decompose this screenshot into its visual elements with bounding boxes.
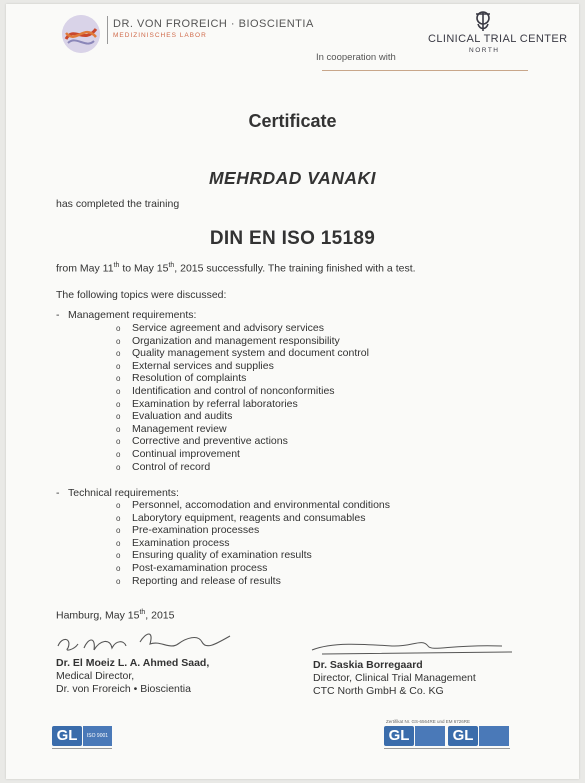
bioscientia-logo-icon xyxy=(62,15,100,53)
topics-intro: The following topics were discussed: xyxy=(56,289,227,301)
certification-seal-left: GL ISO 9001 xyxy=(52,726,112,746)
place-date: Hamburg, May 15th, 2015 xyxy=(56,609,175,622)
list-item: o Reporting and release of results xyxy=(116,574,281,587)
right-org-subtitle: NORTH xyxy=(469,47,500,54)
signature-left-icon xyxy=(50,626,250,658)
certificate-title: Certificate xyxy=(248,111,337,131)
list-item: o Identification and control of nonconformities xyxy=(116,384,335,397)
list-item: o Control of record xyxy=(116,460,211,473)
recipient-name: MEHRDAD VANAKI xyxy=(208,168,377,188)
seal-left-rule xyxy=(52,748,112,752)
ctc-logo-icon xyxy=(468,10,498,32)
list-item: o Examination process xyxy=(116,536,230,549)
list-item: o Examination by referral laboratories xyxy=(116,397,298,410)
list-item: o Ensuring quality of examination results xyxy=(116,549,312,562)
list-item: o Pre-examination processes xyxy=(116,524,260,537)
list-item: o Continual improvement xyxy=(116,447,240,460)
management-label: - Management requirements: xyxy=(56,309,197,321)
list-item: o Evaluation and audits xyxy=(116,410,233,423)
technical-label: - Technical requirements: xyxy=(56,487,179,499)
list-item: o Service agreement and advisory services xyxy=(116,322,325,334)
standard-title: DIN EN ISO 15189 xyxy=(209,228,376,249)
signatory-right-org: CTC North GmbH & Co. KG xyxy=(313,685,444,697)
certification-seal-right: GL GL xyxy=(384,726,514,746)
signature-right-icon xyxy=(302,634,522,658)
management-list xyxy=(116,322,369,473)
seal-right-rule xyxy=(384,748,510,752)
training-dates: from May 11th to May 15th, 2015 successfully. The training finished with a test. xyxy=(56,262,416,275)
list-item: o Personnel, accomodation and environmental conditions xyxy=(116,499,390,511)
technical-list xyxy=(116,499,390,587)
list-item: o External services and supplies xyxy=(116,359,274,372)
completed-text: has completed the training xyxy=(56,198,180,210)
list-item: o Laborytory equipment, reagents and consumables xyxy=(116,511,366,524)
list-item: o Corrective and preventive actions xyxy=(116,435,288,448)
list-item: o Post-examamination process xyxy=(116,561,268,574)
list-item: o Resolution of complaints xyxy=(116,372,247,385)
left-org-name: DR. VON FROREICH · BIOSCIENTIA xyxy=(113,18,314,30)
signatory-right-role: Director, Clinical Trial Management xyxy=(313,672,476,684)
seal-right-caption: Zertifikat Nr. GS-6564RE und EM 6726RE xyxy=(386,719,471,724)
list-item: o Organization and management responsibility xyxy=(116,334,340,347)
signatory-left-org: Dr. von Froreich • Bioscientia xyxy=(56,683,191,695)
header-rule xyxy=(322,70,528,71)
header-divider xyxy=(107,16,108,44)
right-org-name: CLINICAL TRIAL CENTER xyxy=(428,33,568,45)
list-item: o Management review xyxy=(116,422,227,435)
signatory-right-name: Dr. Saskia Borregaard xyxy=(313,659,423,671)
certificate-page xyxy=(6,4,579,779)
signatory-left-name: Dr. El Moeiz L. A. Ahmed Saad, xyxy=(56,657,210,669)
cooperation-text: In cooperation with xyxy=(316,52,396,63)
left-org-subtitle: MEDIZINISCHES LABOR xyxy=(113,32,207,39)
list-item: o Quality management system and document control xyxy=(116,347,369,360)
signatory-left-role: Medical Director, xyxy=(56,670,135,682)
